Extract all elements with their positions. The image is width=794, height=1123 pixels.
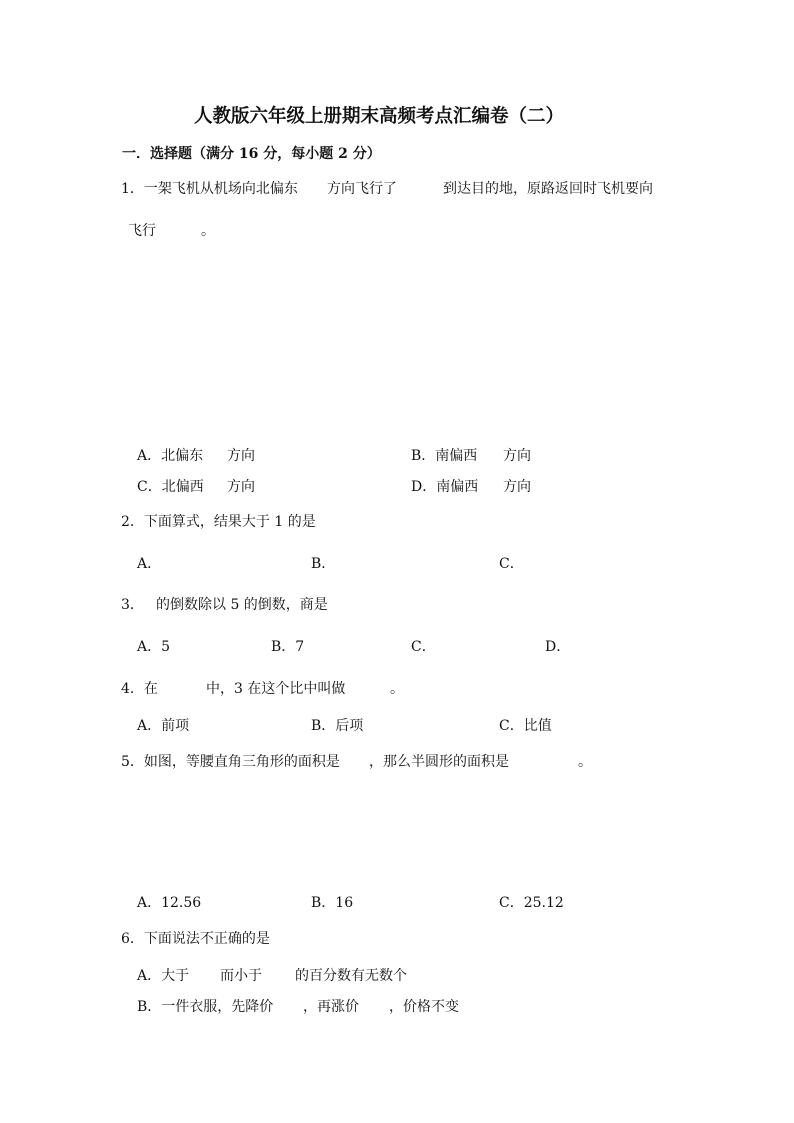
q3-option-c: C． [411, 639, 436, 655]
q6-option-b-part1: B．一件衣服，先降价 [137, 999, 274, 1015]
q5-text-part3: 。 [578, 754, 592, 770]
q1-option-b-suffix: 方向 [503, 448, 531, 464]
q3-text-part2: 的倒数除以 5 的倒数，商是 [156, 597, 328, 613]
document-title: 人教版六年级上册期末高频考点汇编卷（二） [194, 106, 565, 127]
q4-text-part2: 中，3 在这个比中叫做 [206, 681, 346, 697]
q3-option-a: A．5 [137, 639, 171, 655]
q2-option-b: B． [311, 556, 336, 572]
q5-option-c: C．25.12 [499, 895, 564, 911]
q6-option-a-part2: 而小于 [220, 968, 262, 984]
q1-option-a-suffix: 方向 [227, 448, 255, 464]
q3-option-b: B．7 [271, 639, 305, 655]
q4-option-b: B．后项 [311, 718, 364, 734]
q1-text-part1: 1．一架飞机从机场向北偏东 [121, 181, 298, 197]
q1-option-c: C．北偏西 [137, 479, 204, 495]
q6-option-b-part3: ，价格不变 [389, 999, 459, 1015]
q5-text-part2: ，那么半圆形的面积是 [369, 754, 509, 770]
q1-option-d-suffix: 方向 [503, 479, 531, 495]
q2-option-a: A． [137, 556, 162, 572]
q1-option-a: A．北偏东 [137, 448, 204, 464]
q1-option-c-suffix: 方向 [227, 479, 255, 495]
q1-option-b: B．南偏西 [411, 448, 478, 464]
q4-option-c: C．比值 [499, 718, 552, 734]
q3-option-d: D． [545, 639, 571, 655]
q5-option-a: A．12.56 [137, 895, 202, 911]
q6-option-a-part3: 的百分数有无数个 [295, 968, 407, 984]
q3-text-part1: 3． [121, 597, 144, 613]
q1-text-part2: 方向飞行了 [327, 181, 397, 197]
q1-text-part3: 到达目的地，原路返回时飞机要向 [443, 181, 653, 197]
q1-text-part4: 飞行 [128, 223, 156, 239]
q4-text-part1: 4．在 [121, 681, 158, 697]
q6-option-a-part1: A．大于 [137, 968, 190, 984]
q6-stem: 6．下面说法不正确的是 [121, 931, 270, 947]
q1-text-part5: 。 [201, 223, 215, 239]
q2-stem: 2．下面算式，结果大于 1 的是 [121, 514, 316, 530]
section-heading: 一．选择题（满分 16 分，每小题 2 分） [122, 146, 381, 162]
q6-option-b-part2: ，再涨价 [303, 999, 359, 1015]
q1-option-d: D．南偏西 [411, 479, 479, 495]
q5-text-part1: 5．如图，等腰直角三角形的面积是 [121, 754, 340, 770]
q5-option-b: B．16 [311, 895, 354, 911]
q2-option-c: C． [499, 556, 524, 572]
q4-option-a: A．前项 [137, 718, 190, 734]
q4-text-part3: 。 [390, 681, 404, 697]
